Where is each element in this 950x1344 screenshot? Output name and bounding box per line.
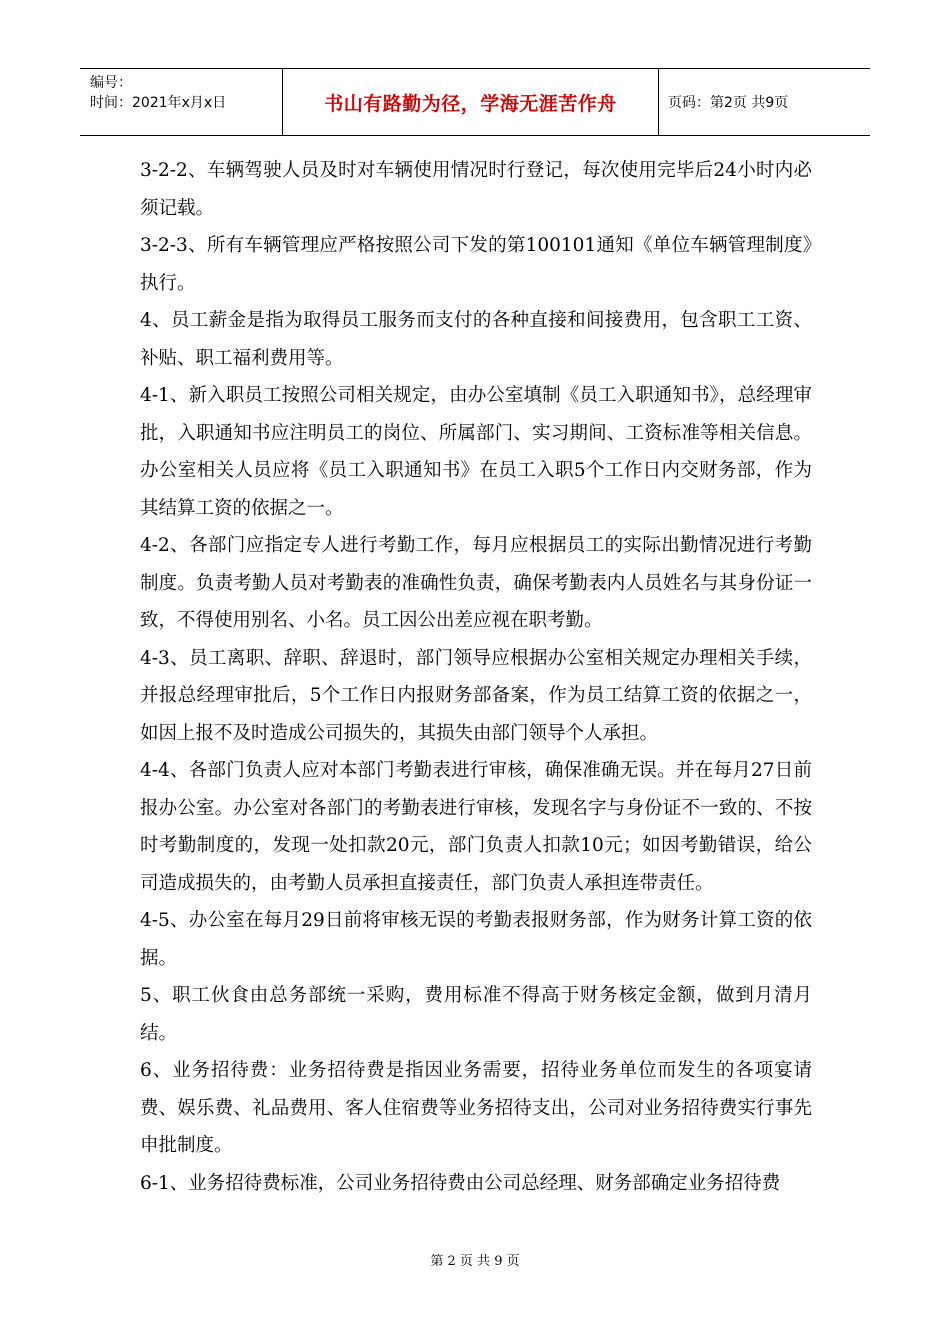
paragraph-4-3: 4-3、员工离职、辞职、辞退时，部门领导应根据办公室相关规定办理相关手续，并报总经理审批后，5个工作日内报财务部备案，作为员工结算工资的依据之一，如因上报不及时造成公司损失的，其损失由部门领导个人承担。 <box>140 647 812 744</box>
paragraph-3-2-3: 3-2-3、所有车辆管理应严格按照公司下发的第100101通知《单位车辆管理制度》执行。 <box>140 235 812 294</box>
paragraph-5: 5、职工伙食由总务部统一采购，费用标准不得高于财务核定金额，做到月清月结。 <box>140 985 812 1044</box>
page-header <box>80 68 870 136</box>
paragraph-4-5: 4-5、办公室在每月29日前将审核无误的考勤表报财务部，作为财务计算工资的依据。 <box>140 910 812 969</box>
paragraph-6: 6、业务招待费：业务招待费是指因业务需要，招待业务单位而发生的各项宴请费、娱乐费、礼品费用、客人住宿费等业务招待支出，公司对业务招待费实行事先申批制度。 <box>140 1060 812 1156</box>
page-footer: 第 2 页 共 9 页 <box>430 1254 520 1269</box>
header-page-label: 页码：第2页 共9页 <box>668 95 789 111</box>
header-motto: 书山有路勤为径，学海无涯苦作舟 <box>324 92 617 115</box>
time-label: 时间：2021年x月x日 <box>90 95 227 111</box>
paragraph-4-2: 4-2、各部门应指定专人进行考勤工作，每月应根据员工的实际出勤情况进行考勤制度。负责考勤人员对考勤表的准确性负责，确保考勤表内人员姓名与其身份证一致，不得使用别名、小名。员工因公出差应视在职考勤。 <box>140 535 812 631</box>
document-body <box>140 152 812 1202</box>
paragraph-4: 4、员工薪金是指为取得员工服务而支付的各种直接和间接费用，包含职工工资、补贴、职工福利费用等。 <box>140 310 812 369</box>
paragraph-4-4: 4-4、各部门负责人应对本部门考勤表进行审核，确保准确无误。并在每月27日前报办公室。办公室对各部门的考勤表进行审核，发现名字与身份证不一致的、不按时考勤制度的，发现一处扣款20元，部门负责人扣款10元；如因考勤错误，给公司造成损失的，由考勤人员承担直接责任，部门负责人承担连带责任。 <box>140 760 812 894</box>
paragraph-6-1: 6-1、业务招待费标准，公司业务招待费由公司总经理、财务部确定业务招待费 <box>140 1172 781 1194</box>
paragraph-3-2-2: 3-2-2、车辆驾驶人员及时对车辆使用情况时行登记，每次使用完毕后24小时内必须记载。 <box>140 160 812 219</box>
header-meta <box>90 73 226 113</box>
serial-label: 编号： <box>90 75 132 91</box>
header-divider-right <box>658 69 659 135</box>
paragraph-4-1: 4-1、新入职员工按照公司相关规定，由办公室填制《员工入职通知书》，总经理审批，入职通知书应注明员工的岗位、所属部门、实习期间、工资标准等相关信息。办公室相关人员应将《员工入职通知书》在员工入职5个工作日内交财务部，作为其结算工资的依据之一。 <box>140 385 812 519</box>
